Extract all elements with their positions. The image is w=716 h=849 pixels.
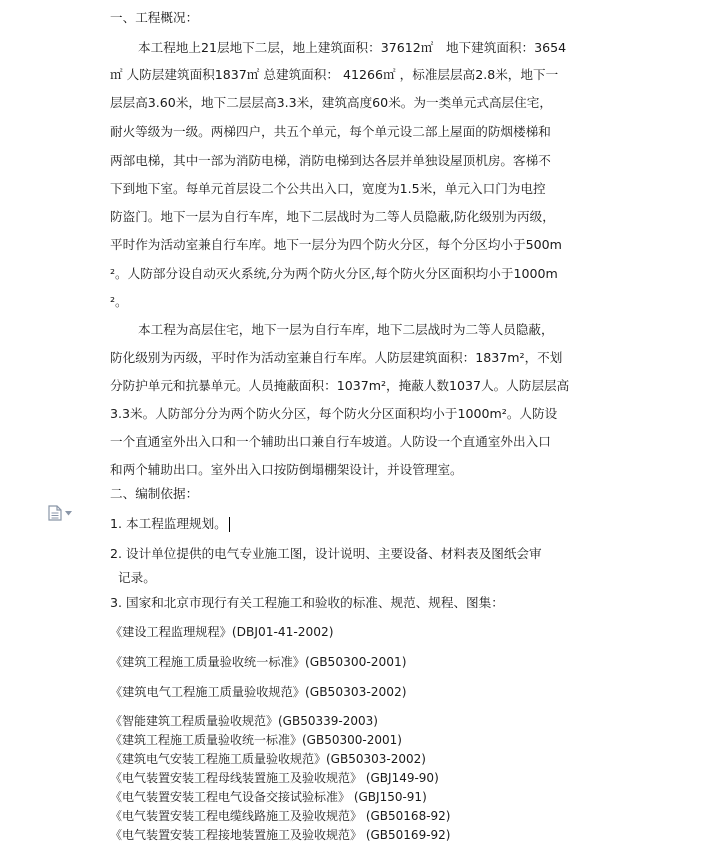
section-heading: 二、编制依据： bbox=[110, 486, 199, 501]
reference-item: 《电气装置安装工程电气设备交接试验标准》 (GBJ150-91) bbox=[110, 790, 427, 804]
list-item-text: 1. 本工程监理规划。 bbox=[110, 516, 227, 531]
text-cursor bbox=[229, 517, 230, 532]
reference-item: 《智能建筑工程质量验收规范》(GB50339-2003) bbox=[110, 714, 378, 728]
reference-item: 《建筑工程施工质量验收统一标准》(GB50300-2001) bbox=[110, 655, 407, 669]
paragraph-line: 防化级别为丙级，平时作为活动室兼自行车库。人防层建筑面积：1837m²，不划 bbox=[110, 350, 563, 365]
reference-item: 《建筑工程施工质量验收统一标准》(GB50300-2001) bbox=[110, 733, 402, 747]
paragraph-line: 耐火等级为一级。两梯四户，共五个单元，每个单元设二部上屋面的防烟楼梯和 bbox=[110, 124, 551, 139]
paragraph-line: ㎡ 人防层建筑面积1837㎡ 总建筑面积： 41266㎡ ，标准层层高2.8米，地下一 bbox=[110, 67, 559, 82]
paragraph-line: 和两个辅助出口。室外出入口按防倒塌棚架设计，并设管理室。 bbox=[110, 462, 463, 477]
paragraph-line: ²。人防部分设自动灭火系统,分为两个防火分区,每个防火分区面积均小于1000m bbox=[110, 266, 558, 281]
reference-item: 《电气装置安装工程接地装置施工及验收规范》 (GB50169-92) bbox=[110, 828, 451, 842]
list-item: 3. 国家和北京市现行有关工程施工和验收的标准、规范、规程、图集： bbox=[110, 595, 504, 610]
reference-item: 《电气装置安装工程电缆线路施工及验收规范》 (GB50168-92) bbox=[110, 809, 451, 823]
paragraph-line: 下到地下室。每单元首层设二个公共出入口，宽度为1.5米，单元入口门为电控 bbox=[110, 181, 546, 196]
paragraph-line: ²。 bbox=[110, 294, 128, 309]
list-item-continuation: 记录。 bbox=[118, 570, 156, 585]
paragraph-line: 层层高3.60米，地下二层层高3.3米，建筑高度60米。为一类单元式高层住宅， bbox=[110, 95, 552, 110]
paragraph-line: 本工程地上21层地下二层，地上建筑面积：37612㎡ 地下建筑面积：3654 bbox=[138, 40, 567, 55]
reference-item: 《建设工程监理规程》(DBJ01-41-2002) bbox=[110, 625, 334, 639]
paragraph-line: 两部电梯，其中一部为消防电梯，消防电梯到达各层并单独设屋顶机房。客梯不 bbox=[110, 153, 551, 168]
paragraph-line: 3.3米。人防部分分为两个防火分区，每个防火分区面积均小于1000m²。人防设 bbox=[110, 406, 558, 421]
paragraph-line: 防盗门。地下一层为自行车库，地下二层战时为二等人员隐蔽,防化级别为丙级， bbox=[110, 209, 555, 224]
paragraph-line: 一个直通室外出入口和一个辅助出口兼自行车坡道。人防设一个直通室外出入口 bbox=[110, 434, 551, 449]
reference-item: 《电气装置安装工程母线装置施工及验收规范》 (GBJ149-90) bbox=[110, 771, 439, 785]
paragraph-line: 分防护单元和抗暴单元。人员掩蔽面积：1037m²，掩蔽人数1037人。人防层层高 bbox=[110, 378, 570, 393]
paragraph-line: 本工程为高层住宅，地下一层为自行车库，地下二层战时为二等人员隐蔽， bbox=[138, 322, 554, 337]
list-item[interactable] bbox=[110, 516, 230, 532]
reference-item: 《建筑电气安装工程施工质量验收规范》(GB50303-2002) bbox=[110, 752, 426, 766]
chevron-down-icon bbox=[65, 511, 72, 516]
paragraph-line: 平时作为活动室兼自行车库。地下一层分为四个防火分区，每个分区均小于500m bbox=[110, 237, 562, 252]
section-heading: 一、工程概况： bbox=[110, 10, 199, 25]
reference-item: 《建筑电气工程施工质量验收规范》(GB50303-2002) bbox=[110, 685, 407, 699]
paragraph-options[interactable] bbox=[48, 505, 78, 521]
list-item: 2. 设计单位提供的电气专业施工图，设计说明、主要设备、材料表及图纸会审 bbox=[110, 546, 542, 561]
document-icon bbox=[48, 505, 62, 521]
